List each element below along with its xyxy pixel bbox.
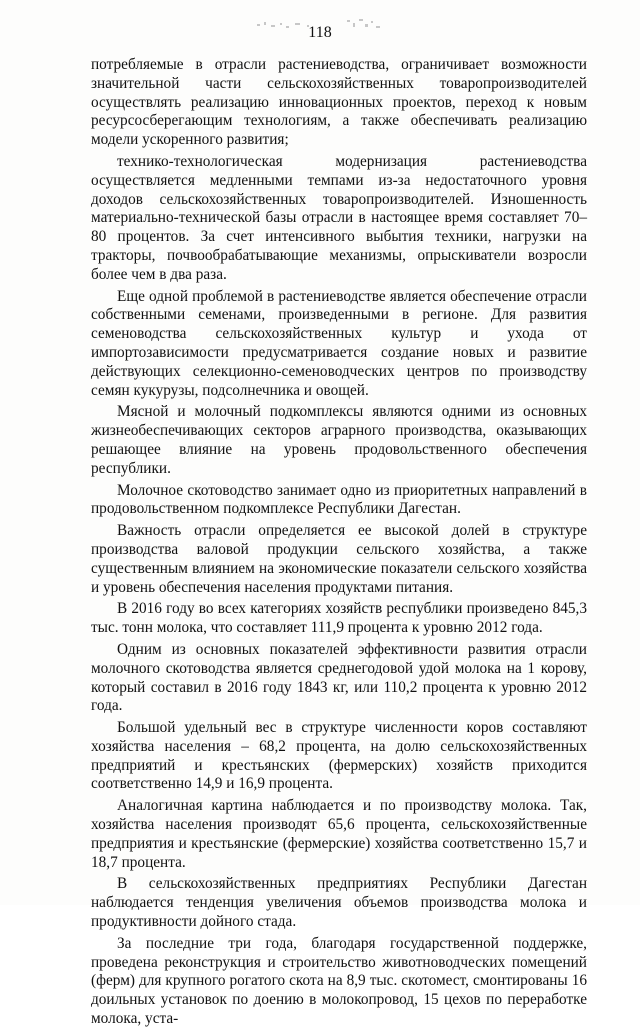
- paragraph: Одним из основных показателей эффективности развития отрасли молочного скотоводства является среднегодовой удой молока на 1 корову, который составил в 2016 году 1843 кг, или 110,2 процента к уровню 2012 года.: [91, 640, 587, 715]
- body-text: [91, 56, 587, 1032]
- paragraph: Молочное скотоводство занимает одно из приоритетных направлений в продовольственном подкомплексе Республики Дагестан.: [91, 481, 587, 518]
- paragraph: технико-технологическая модернизация растениеводства осуществляется медленными темпами из-за недостаточного уровня доходов сельскохозяйственных товаропроизводителей. Изношенность материально-технической базы отрасли в настоящее время составляет 70–80 процентов. За счет интенсивного выбытия техники, нагрузки на тракторы, почвообрабатывающие механизмы, опрыскиватели возросли более чем в два раза.: [91, 152, 587, 283]
- paragraph: В сельскохозяйственных предприятиях Республики Дагестан наблюдается тенденция увеличения объемов производства молока и продуктивности дойного стада.: [91, 875, 587, 931]
- page-number: 118: [308, 24, 332, 41]
- paragraph: За последние три года, благодаря государственной поддержке, проведена реконструкция и строительство животноводческих помещений (ферм) для крупного рогатого скота на 8,9 тыс. скотомест, смонтированы 16 доильных установок по доению в молокопровод, 15 цехов по переработке молока, уста-: [91, 934, 587, 1028]
- paragraph: Важность отрасли определяется ее высокой долей в структуре производства валовой продукции сельского хозяйства, а также существенным влиянием на экономические показатели сельского хозяйства и уровень обеспечения населения продуктами питания.: [91, 522, 587, 596]
- paragraph: потребляемые в отрасли растениеводства, ограничивает возможности значительной части сельскохозяйственных товаропроизводителей осуществлять реализацию инновационных проектов, переход к новым ресурсосберегающим технологиям, а также обеспечивать реализацию модели ускоренного развития;: [91, 56, 587, 149]
- paragraph: В 2016 году во всех категориях хозяйств республики произведено 845,3 тыс. тонн молока, что составляет 111,9 процента к уровню 2012 года.: [91, 600, 587, 637]
- paragraph: Аналогичная картина наблюдается и по производству молока. Так, хозяйства населения производят 65,6 процента, сельскохозяйственные предприятия и крестьянские (фермерские) хозяйства соответственно 15,7 и 18,7 процента.: [91, 797, 587, 871]
- paragraph: Большой удельный вес в структуре численности коров составляют хозяйства населения – 68,2 процента, на долю сельскохозяйственных предприятий и крестьянских (фермерских) хозяйств приходится соответственно 14,9 и 16,9 процента.: [91, 719, 587, 793]
- paragraph: Мясной и молочный подкомплексы являются одними из основных жизнеобеспечивающих секторов аграрного производства, оказывающих решающее влияние на уровень продовольственного обеспечения республики.: [91, 403, 587, 477]
- paragraph: Еще одной проблемой в растениеводстве является обеспечение отрасли собственными семенами, произведенными в регионе. Для развития семеноводства сельскохозяйственных культур и ухода от импортозависимости предусматривается создание новых и развитие действующих селекционно-семеноводческих центров по производству семян кукурузы, подсолнечника и овощей.: [91, 287, 587, 399]
